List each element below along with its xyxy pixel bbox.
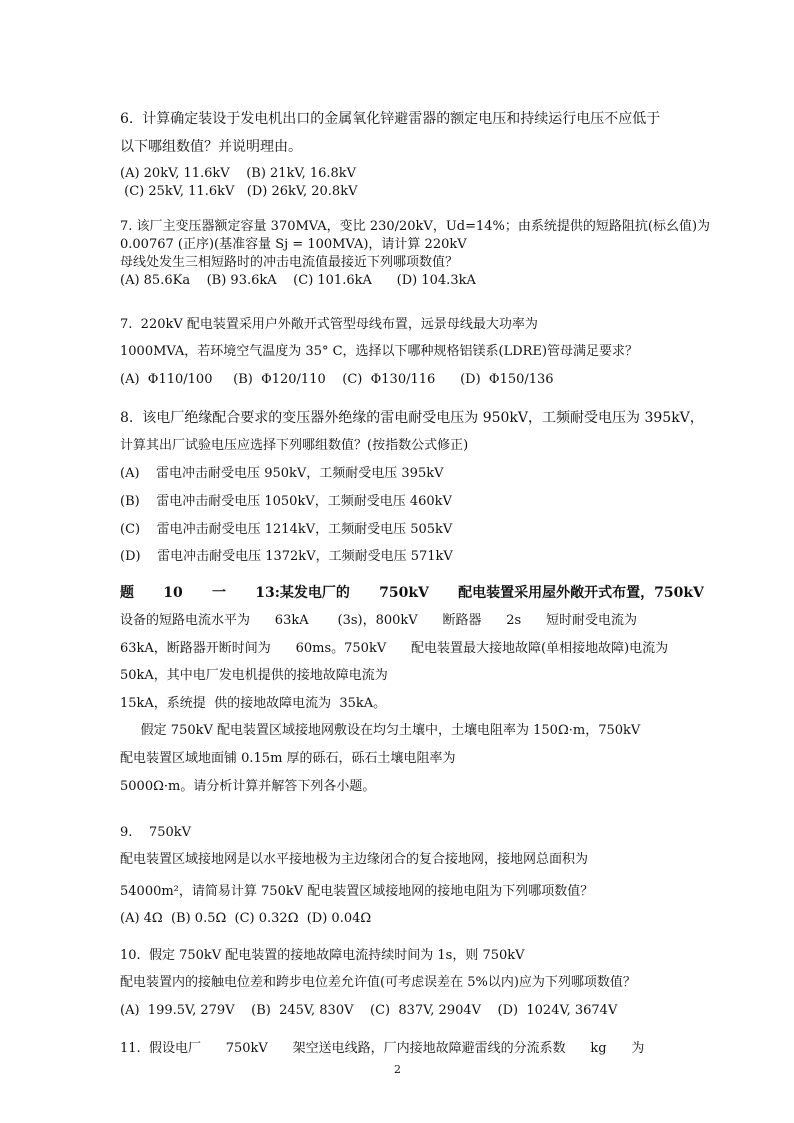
- q6-options-cd: (C) 25kV, 11.6kV (D) 26kV, 20.8kV: [120, 184, 358, 199]
- q9-line-2: 配电装置区域接地网是以水平接地极为主边缘闭合的复合接地网，接地网总面积为: [120, 852, 589, 867]
- section-line-6: 假定 750kV 配电装置区域接地网敷设在均匀土壤中，土壤电阻率为 150Ω·m，750kV: [120, 723, 641, 738]
- q7b-options: (A) Φ110/100 (B) Φ120/110 (C) Φ130/116 (D) Φ150/136: [120, 372, 554, 387]
- q9-line-3: 54000m²，请简易计算 750kV 配电装置区域接地网的接地电阻为下列哪项数值？: [120, 884, 594, 899]
- section-line-5: 15kA，系统提 供的接地故障电流为 35kA。: [120, 696, 387, 711]
- q6-line-2: 以下哪组数值？并说明理由。: [120, 139, 302, 155]
- q9-line-1: 9. 750kV: [120, 825, 192, 840]
- q7b-line-1: 7. 220kV 配电装置采用户外敞开式管型母线布置，远景母线最大功率为: [120, 317, 538, 332]
- section-heading: 题 10 一 13:某发电厂的 750kV 配电装置采用屋外敞开式布置，750kV: [120, 585, 704, 601]
- q8-option-d: (D) 雷电冲击耐受电压 1372kV，工频耐受电压 571kV: [120, 549, 453, 564]
- section-line-3: 63kA，断路器开断时间为 60ms。750kV 配电装置最大接地故障(单相接地故障)电流为: [120, 641, 669, 656]
- q7-options: (A) 85.6Ka (B) 93.6kA (C) 101.6kA (D) 104.3kA: [120, 273, 476, 288]
- q8-option-b: (B) 雷电冲击耐受电压 1050kV，工频耐受电压 460kV: [120, 494, 452, 509]
- section-line-7: 配电装置区域地面铺 0.15m 厚的砾石，砾石土壤电阻率为: [120, 751, 456, 766]
- q10-line-1: 10. 假定 750kV 配电装置的接地故障电流持续时间为 1s，则 750kV: [120, 948, 525, 963]
- q8-option-c: (C) 雷电冲击耐受电压 1214kV，工频耐受电压 505kV: [120, 522, 453, 537]
- section-line-2: 设备的短路电流水平为 63kA (3s)，800kV 断路器 2s 短时耐受电流为: [120, 613, 638, 628]
- q8-line-2: 计算其出厂试验电压应选择下列哪组数值？(按指数公式修正): [120, 438, 469, 453]
- q9-options: (A) 4Ω (B) 0.5Ω (C) 0.32Ω (D) 0.04Ω: [120, 911, 372, 926]
- q7-line-1: 7. 该厂主变压器额定容量 370MVA，变比 230/20kV，Ud=14%；由系统提供的短路阻抗(标幺值)为: [120, 219, 711, 234]
- q7b-line-2: 1000MVA，若环境空气温度为 35° C，选择以下哪种规格铝镁系(LDRE)管母满足要求？: [120, 344, 639, 359]
- page-number: 2: [394, 1063, 401, 1076]
- section-line-4: 50kA，其中电厂发电机提供的接地故障电流为: [120, 668, 388, 683]
- q8-line-1: 8. 该电厂绝缘配合要求的变压器外绝缘的雷电耐受电压为 950kV，工频耐受电压为 395kV，: [120, 410, 704, 426]
- q6-line-1: 6. 计算确定装设于发电机出口的金属氧化锌避雷器的额定电压和持续运行电压不应低于: [120, 111, 661, 127]
- q7-line-2: 0.00767 (正序)(基准容量 Sj = 100MVA)，请计算 220kV: [120, 237, 467, 252]
- q7-line-3: 母线处发生三相短路时的冲击电流值最接近下列哪项数值？: [120, 255, 459, 270]
- section-line-8: 5000Ω·m。请分析计算并解答下列各小题。: [120, 779, 376, 794]
- q8-option-a: (A) 雷电冲击耐受电压 950kV，工频耐受电压 395kV: [120, 466, 444, 481]
- q6-options-ab: (A) 20kV, 11.6kV (B) 21kV, 16.8kV: [120, 166, 357, 181]
- q10-options: (A) 199.5V, 279V (B) 245V, 830V (C) 837V, 2904V (D) 1024V, 3674V: [120, 1003, 618, 1018]
- q11-line-1: 11. 假设电厂 750kV 架空送电线路，厂内接地故障避雷线的分流系数 kg 为: [120, 1041, 645, 1056]
- q10-line-2: 配电装置内的接触电位差和跨步电位差允许值(可考虑误差在 5%以内)应为下列哪项数值？: [120, 975, 636, 990]
